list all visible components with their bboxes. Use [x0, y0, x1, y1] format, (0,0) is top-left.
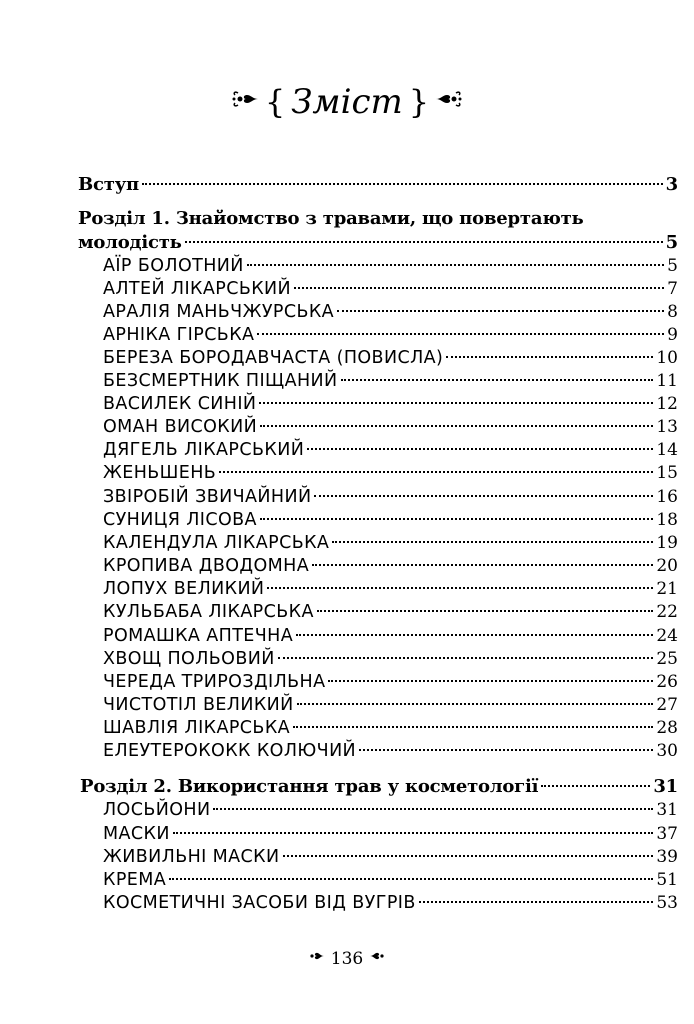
toc-item-label: КУЛЬБАБА ЛІКАРСЬКА	[103, 602, 314, 622]
dot-leader	[446, 356, 653, 358]
toc-entry-page: 31	[653, 776, 678, 797]
right-flourish-icon	[435, 80, 463, 120]
toc-item[interactable]	[103, 647, 678, 671]
toc-item[interactable]	[103, 415, 678, 439]
dot-leader	[267, 587, 653, 589]
toc-item[interactable]	[103, 508, 678, 532]
dot-leader	[260, 518, 653, 520]
toc-item-label: ОМАН ВИСОКИЙ	[103, 417, 258, 437]
toc-item-page: 53	[656, 893, 678, 913]
toc-entry-label: Вступ	[78, 174, 140, 195]
toc-item[interactable]	[103, 300, 678, 324]
toc-item[interactable]	[103, 868, 678, 892]
toc-item-label: ЧИСТОТІЛ ВЕЛИКИЙ	[103, 695, 294, 715]
dot-leader	[317, 610, 653, 612]
toc-item[interactable]	[103, 323, 678, 347]
dot-leader	[247, 264, 664, 266]
toc-item-label: АРАЛІЯ МАНЬЧЖУРСЬКА	[103, 302, 335, 322]
dot-leader	[359, 749, 653, 751]
toc-item[interactable]	[103, 693, 678, 717]
toc-item-label: АЛТЕЙ ЛІКАРСЬКИЙ	[103, 279, 292, 299]
toc-item-page: 13	[656, 417, 678, 437]
page-number: 136	[330, 949, 364, 969]
dot-leader	[278, 657, 654, 659]
dot-leader	[185, 241, 663, 243]
dot-leader	[419, 901, 654, 903]
toc-item-label: КАЛЕНДУЛА ЛІКАРСЬКА	[103, 533, 330, 553]
toc-item-page: 16	[656, 487, 678, 507]
toc-item-page: 15	[656, 463, 678, 483]
dot-leader	[312, 564, 653, 566]
toc-item[interactable]	[103, 369, 678, 393]
page-title-block	[0, 82, 694, 124]
dot-leader	[169, 878, 653, 880]
dot-leader	[259, 402, 653, 404]
toc-item[interactable]	[103, 254, 678, 278]
dot-leader	[541, 785, 650, 787]
left-flourish-icon	[231, 80, 259, 120]
toc-item-label: ВАСИЛЕК СИНІЙ	[103, 394, 257, 414]
right-flourish-icon	[369, 946, 385, 970]
toc-item-label: КОСМЕТИЧНІ ЗАСОБИ ВІД ВУГРІВ	[103, 893, 416, 913]
toc-entry-page: 5	[665, 232, 678, 253]
page-title: Зміст	[291, 82, 403, 122]
toc-item-page: 24	[656, 626, 678, 646]
toc-item-page: 28	[656, 718, 678, 738]
dot-leader	[257, 333, 664, 335]
toc-item[interactable]	[103, 624, 678, 648]
toc-item-page: 27	[656, 695, 678, 715]
toc-item[interactable]	[103, 485, 678, 509]
toc-item-label: ЛОПУХ ВЕЛИКИЙ	[103, 579, 265, 599]
toc-item-page: 39	[656, 847, 678, 867]
toc-item-label: СУНИЦЯ ЛІСОВА	[103, 510, 257, 530]
toc-item[interactable]	[103, 739, 678, 763]
toc-item-page: 11	[656, 371, 678, 391]
toc-item-page: 26	[656, 672, 678, 692]
dot-leader	[307, 448, 653, 450]
toc-item-page: 20	[656, 556, 678, 576]
toc-item-page: 30	[656, 741, 678, 761]
toc-entry-label: молодість	[78, 232, 182, 253]
toc-item-page: 9	[667, 325, 678, 345]
dot-leader	[173, 832, 654, 834]
toc-entry-section1[interactable]	[78, 231, 678, 255]
left-brace-icon: {	[264, 83, 286, 121]
dot-leader	[332, 541, 653, 543]
toc-item-label: ЧЕРЕДА ТРИРОЗДІЛЬНА	[103, 672, 326, 692]
toc-item[interactable]	[103, 346, 678, 370]
dot-leader	[297, 703, 654, 705]
page-number-footer	[0, 947, 694, 972]
toc-item-label: БЕЗСМЕРТНИК ПІЩАНИЙ	[103, 371, 338, 391]
toc-item-label: ЛОСЬЙОНИ	[103, 800, 211, 820]
toc-item[interactable]	[103, 670, 678, 694]
dot-leader	[296, 634, 653, 636]
toc-item-label: ДЯГЕЛЬ ЛІКАРСЬКИЙ	[103, 440, 305, 460]
toc-entry-section2[interactable]	[80, 775, 678, 799]
dot-leader	[293, 726, 653, 728]
toc-item[interactable]	[103, 554, 678, 578]
toc-item-label: АЇР БОЛОТНИЙ	[103, 256, 244, 276]
toc-item[interactable]	[103, 798, 678, 822]
toc-entry-page: 3	[665, 174, 678, 195]
toc-item[interactable]	[103, 716, 678, 740]
dot-leader	[142, 183, 663, 185]
left-flourish-icon	[309, 946, 325, 970]
toc-item-page: 8	[667, 302, 678, 322]
toc-item[interactable]	[103, 438, 678, 462]
right-brace-icon: }	[408, 83, 430, 121]
toc-item-label: МАСКИ	[103, 824, 170, 844]
toc-item-page: 10	[656, 348, 678, 368]
toc-item-page: 21	[656, 579, 678, 599]
toc-entry-label: Розділ 2. Використання трав у косметології	[80, 776, 539, 797]
dot-leader	[260, 425, 653, 427]
toc-item-label: ХВОЩ ПОЛЬОВИЙ	[103, 649, 275, 669]
toc-item[interactable]	[103, 392, 678, 416]
toc-item-label: ЖИВИЛЬНІ МАСКИ	[103, 847, 280, 867]
dot-leader	[328, 680, 653, 682]
toc-item-page: 37	[656, 824, 678, 844]
toc-item-page: 31	[656, 800, 678, 820]
toc-item[interactable]	[103, 822, 678, 846]
toc-item[interactable]	[103, 891, 678, 915]
toc-item[interactable]	[103, 277, 678, 301]
toc-item[interactable]	[103, 600, 678, 624]
toc-item[interactable]	[103, 531, 678, 555]
toc-item-label: АРНІКА ГІРСЬКА	[103, 325, 255, 345]
toc-item-label: КРЕМА	[103, 870, 167, 890]
toc-item-page: 7	[667, 279, 678, 299]
dot-leader	[314, 495, 653, 497]
toc-item-label: ЗВІРОБІЙ ЗВИЧАЙНИЙ	[103, 487, 312, 507]
toc-item-page: 5	[667, 256, 678, 276]
dot-leader	[294, 287, 664, 289]
dot-leader	[213, 808, 653, 810]
toc-section1-heading: Розділ 1. Знайомство з травами, що повертають	[78, 208, 584, 229]
dot-leader	[341, 379, 654, 381]
toc-item-label: РОМАШКА АПТЕЧНА	[103, 626, 294, 646]
toc-item-label: ЖЕНЬШЕНЬ	[103, 463, 217, 483]
toc-item-label: ШАВЛІЯ ЛІКАРСЬКА	[103, 718, 291, 738]
toc-item-page: 22	[656, 602, 678, 622]
toc-item[interactable]	[103, 845, 678, 869]
toc-item-label: КРОПИВА ДВОДОМНА	[103, 556, 310, 576]
toc-item-page: 25	[656, 649, 678, 669]
toc-item[interactable]	[103, 461, 678, 485]
toc-item-label: ЕЛЕУТЕРОКОКК КОЛЮЧИЙ	[103, 741, 357, 761]
dot-leader	[337, 310, 664, 312]
toc-item-page: 18	[656, 510, 678, 530]
dot-leader	[283, 855, 654, 857]
toc-item[interactable]	[103, 577, 678, 601]
toc-item-page: 51	[656, 870, 678, 890]
dot-leader	[219, 471, 653, 473]
toc-item-page: 14	[656, 440, 678, 460]
toc-item-page: 12	[656, 394, 678, 414]
toc-entry-intro[interactable]	[78, 173, 678, 197]
toc-item-page: 19	[656, 533, 678, 553]
toc-item-label: БЕРЕЗА БОРОДАВЧАСТА (ПОВИСЛА)	[103, 348, 444, 368]
